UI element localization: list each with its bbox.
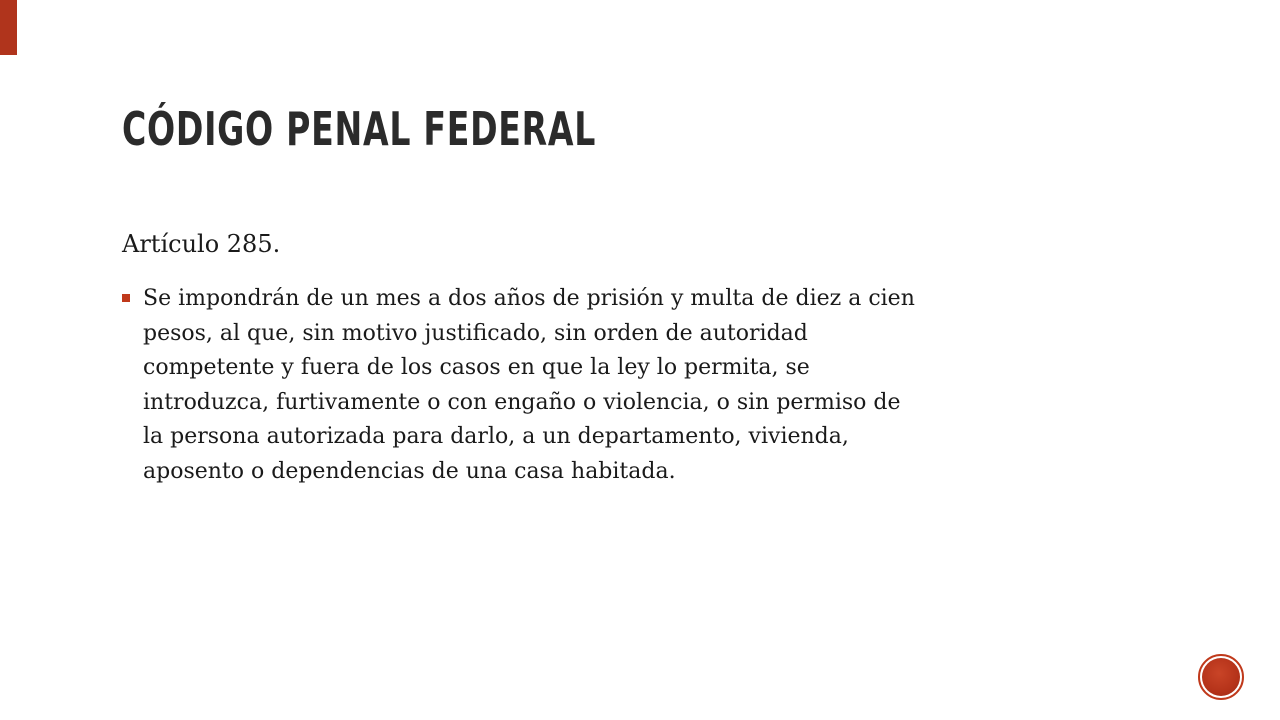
bullet-line: Se impondrán de un mes a dos años de prisión y multa de diez a cien	[143, 286, 915, 311]
bullet-line: la persona autorizada para darlo, a un departamento, vivienda,	[143, 424, 849, 449]
bullet-line: aposento o dependencias de una casa habitada.	[143, 458, 676, 484]
bullet-text	[122, 282, 1162, 489]
circle-nav-icon[interactable]	[1198, 654, 1244, 700]
square-bullet-icon	[122, 294, 130, 302]
bullet-line: introduzca, furtivamente o con engaño o violencia, o sin permiso de	[143, 389, 901, 415]
bullet-line: pesos, al que, sin motivo justificado, sin orden de autoridad	[143, 320, 808, 346]
bullet-line: competente y fuera de los casos en que la ley lo permita, se	[143, 355, 810, 380]
circle-nav-fill	[1202, 658, 1240, 696]
accent-bar	[0, 0, 17, 55]
slide-title: CÓDIGO PENAL FEDERAL	[122, 102, 597, 156]
bullet-item	[122, 282, 1162, 489]
article-heading: Artículo 285.	[122, 230, 281, 258]
